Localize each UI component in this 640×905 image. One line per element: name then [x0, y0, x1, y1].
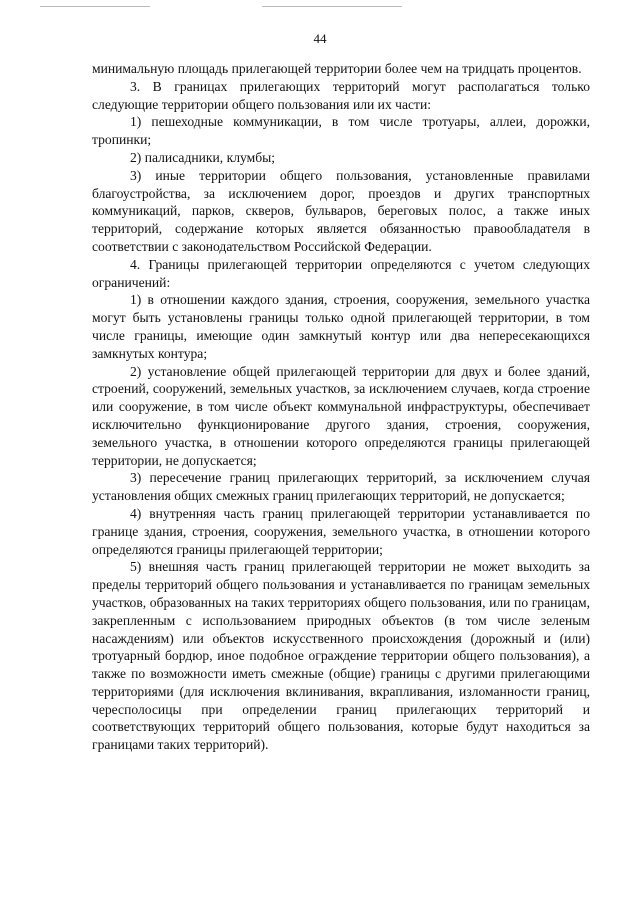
- body-text: [92, 60, 590, 754]
- paragraph: 4) внутренняя часть границ прилегающей территории устанавливается по границе здания, строения, сооружения, земельного участка, в отношении которого определяются границы прилегающей территории;: [92, 505, 590, 557]
- paragraph: 3) пересечение границ прилегающих территорий, за исключением случая установления общих смежных границ прилегающих территорий, не допускается;: [92, 470, 590, 504]
- scan-artifact: [40, 6, 150, 7]
- scan-artifact: [262, 6, 402, 7]
- paragraph: 5) внешняя часть границ прилегающей территории не может выходить за пределы территорий общего пользования и устанавливается по границам земельных участков, образованных на таких территориях общего пользования, или по границам, закрепленным с использованием природных объектов (в том числе зеленым насаждениям) или объектов искусственного происхождения (дорожный и (или) тротуарный бордюр, иное подобное ограждение территории общего пользования), а также по возможности иметь смежные (общие) границы с другими прилегающими территориями (для исключения вклинивания, вкрапливания, изломанности границ, чересполосицы при определении границ прилегающих территорий и соответствующих территорий общего пользования, которые будут находиться за границами таких территорий).: [92, 559, 590, 753]
- paragraph: 2) установление общей прилегающей территории для двух и более зданий, строений, сооружений, земельных участков, за исключением случаев, когда строение или сооружение, в том числе объект коммунальной инфраструктуры, обеспечивает исключительно функционирование другого здания, строения, сооружения, земельного участка, в отношении которого определяются границы прилегающей территории, не допускается;: [92, 363, 590, 468]
- paragraph: 3) иные территории общего пользования, установленные правилами благоустройства, за исключением дорог, проездов и других транспортных коммуникаций, парков, скверов, бульваров, береговых полос, а также иных территорий, содержание которых является обязанностью правообладателя в соответствии с законодательством Российской Федерации.: [92, 167, 590, 254]
- paragraph: 4. Границы прилегающей территории определяются с учетом следующих ограничений:: [92, 256, 590, 290]
- paragraph: 2) палисадники, клумбы;: [130, 149, 276, 165]
- paragraph: 1) в отношении каждого здания, строения, сооружения, земельного участка могут быть установлены границы только одной прилегающей территории, в том числе границы, имеющие один замкнутый контур или два непересекающихся замкнутых контура;: [92, 292, 590, 361]
- paragraph: 1) пешеходные коммуникации, в том числе тротуары, аллеи, дорожки, тропинки;: [92, 114, 590, 148]
- page-number: 44: [313, 31, 327, 46]
- paragraph: 3. В границах прилегающих территорий могут располагаться только следующие территории общего пользования или их части:: [92, 78, 590, 112]
- paragraph: минимальную площадь прилегающей территории более чем на тридцать процентов.: [92, 61, 582, 76]
